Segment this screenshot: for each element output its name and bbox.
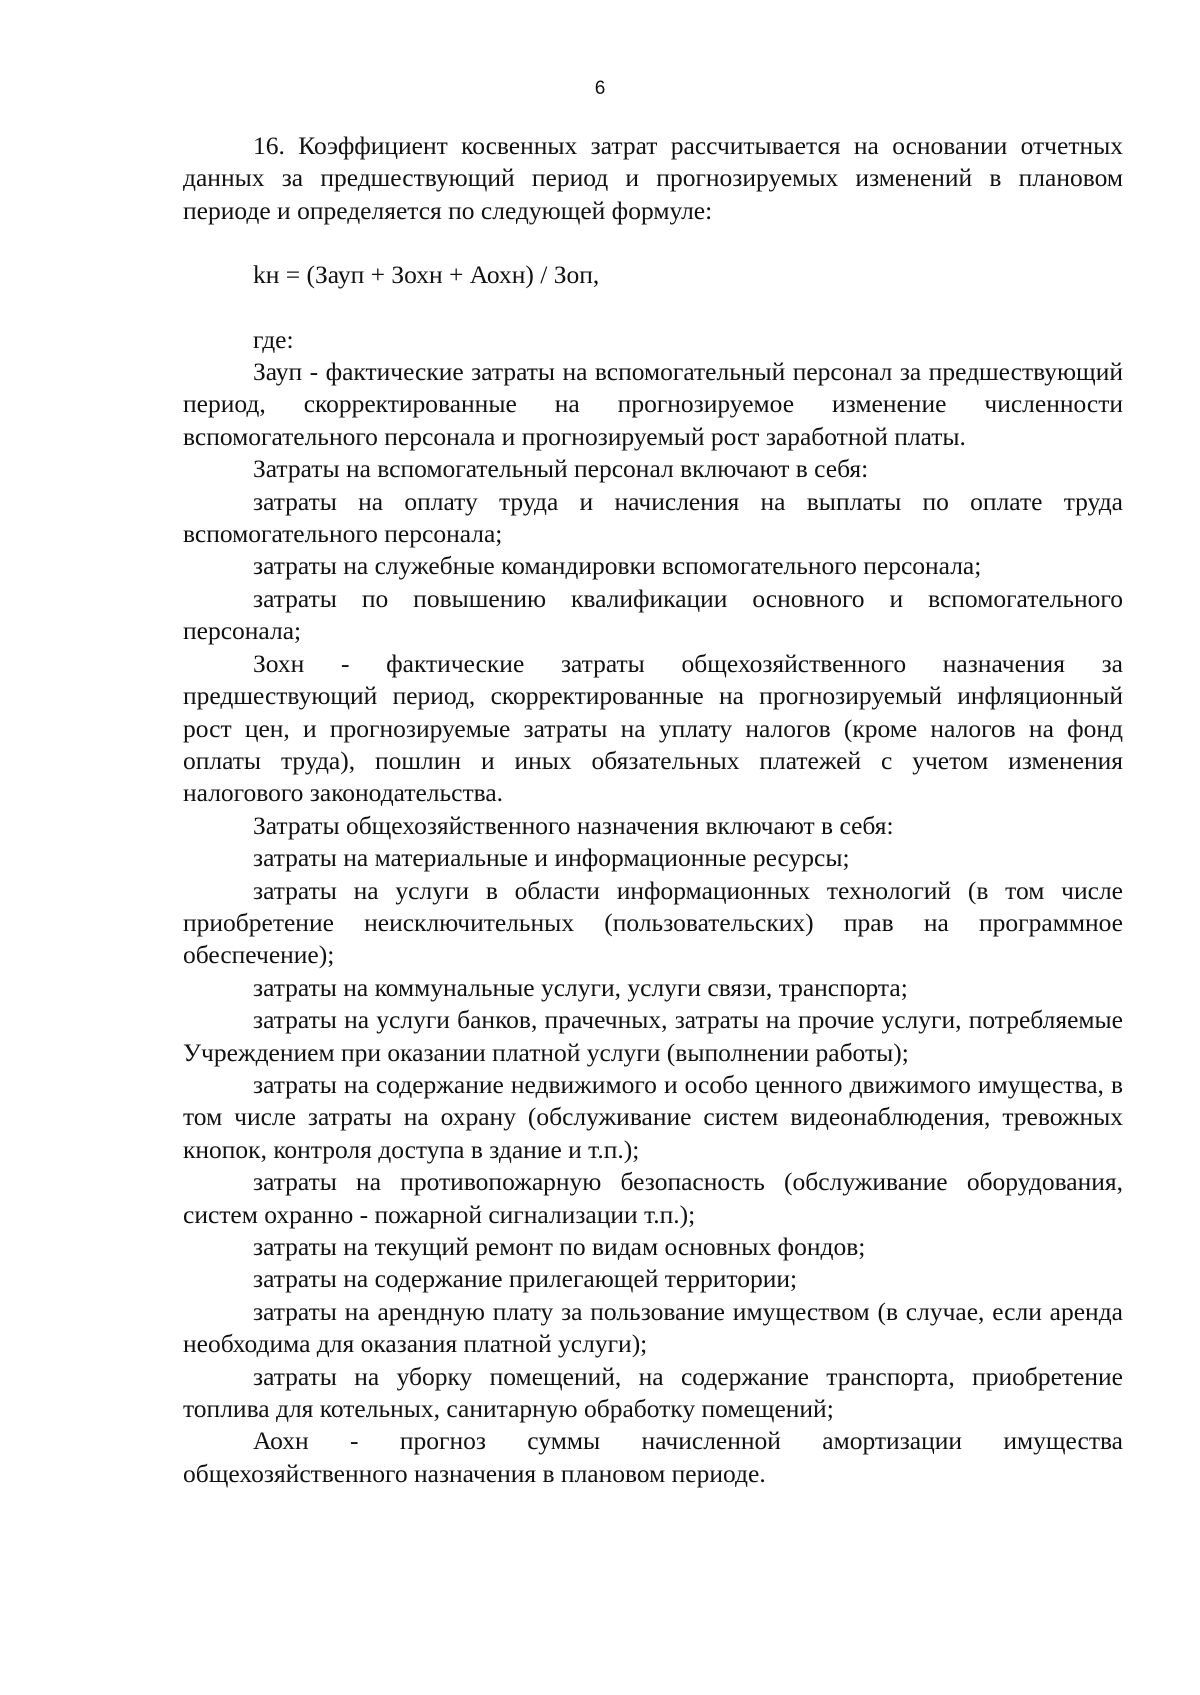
- document-body: [183, 130, 1123, 1490]
- paragraph-list-item: затраты на текущий ремонт по видам основных фондов;: [253, 1232, 866, 1261]
- formula: kн = (Зауп + Зохн + Аохн) / Зоп,: [253, 260, 600, 290]
- paragraph-list-item: затраты на коммунальные услуги, услуги связи, транспорта;: [253, 972, 908, 1002]
- paragraph-where: где:: [253, 324, 294, 354]
- paragraph-list-item: затраты по повышению квалификации основного и вспомогательного персонала;: [183, 583, 1123, 646]
- paragraph-list-item: затраты на оплату труда и начисления на выплаты по оплате труда вспомогательного персонала;: [183, 486, 1123, 549]
- paragraph-16-intro: 16. Коэффициент косвенных затрат рассчитывается на основании отчетных данных за предшествующий период и прогнозируемых изменений в плановом периоде и определяется по следующей формуле:: [183, 131, 1123, 225]
- paragraph-list-item: затраты на услуги банков, прачечных, затраты на прочие услуги, потребляемые Учреждением при оказании платной услуги (выполнении работы);: [183, 1005, 1123, 1067]
- paragraph-list-item: затраты на содержание прилегающей территории;: [253, 1264, 798, 1294]
- page-number: 6: [594, 78, 606, 99]
- paragraph-list-item: затраты на уборку помещений, на содержание транспорта, приобретение топлива для котельных, санитарную обработку помещений;: [183, 1361, 1123, 1424]
- paragraph-aohn-definition: Аохн - прогноз суммы начисленной амортизации имущества общехозяйственного назначения в плановом периоде.: [183, 1426, 1123, 1488]
- paragraph-list-item: затраты на содержание недвижимого и особо ценного движимого имущества, в том числе затраты на охрану (обслуживание систем видеонаблюдения, тревожных кнопок, контроля доступа в здание и т.п.);: [183, 1069, 1123, 1164]
- paragraph-support-staff-costs-heading: Затраты на вспомогательный персонал включают в себя:: [253, 454, 869, 484]
- paragraph-list-item: затраты на услуги в области информационных технологий (в том числе приобретение неисключительных (пользовательских) прав на программное обеспечение);: [183, 875, 1123, 970]
- paragraph-list-item: затраты на служебные командировки вспомогательного персонала;: [253, 551, 982, 581]
- paragraph-zohn-definition: Зохн - фактические затраты общехозяйственного назначения за предшествующий период, скорректированные на прогнозируемый инфляционный рост цен, и прогнозируемые затраты на уплату налогов (кроме налогов на фонд оплаты труда), пошлин и иных обязательных платежей с учетом изменения налогового законодательства.: [183, 648, 1123, 808]
- paragraph-list-item: затраты на противопожарную безопасность (обслуживание оборудования, систем охранно - пожарной сигнализации т.п.);: [183, 1167, 1123, 1229]
- paragraph-general-costs-heading: Затраты общехозяйственного назначения включают в себя:: [253, 810, 894, 840]
- paragraph-list-item: затраты на арендную плату за пользование имуществом (в случае, если аренда необходима для оказания платной услуги);: [183, 1296, 1123, 1359]
- paragraph-zaup-definition: Зауп - фактические затраты на вспомогательный персонал за предшествующий период, скорректированные на прогнозируемое изменение численности вспомогательного персонала и прогнозируемый рост заработной платы.: [183, 357, 1123, 451]
- paragraph-list-item: затраты на материальные и информационные ресурсы;: [253, 843, 850, 873]
